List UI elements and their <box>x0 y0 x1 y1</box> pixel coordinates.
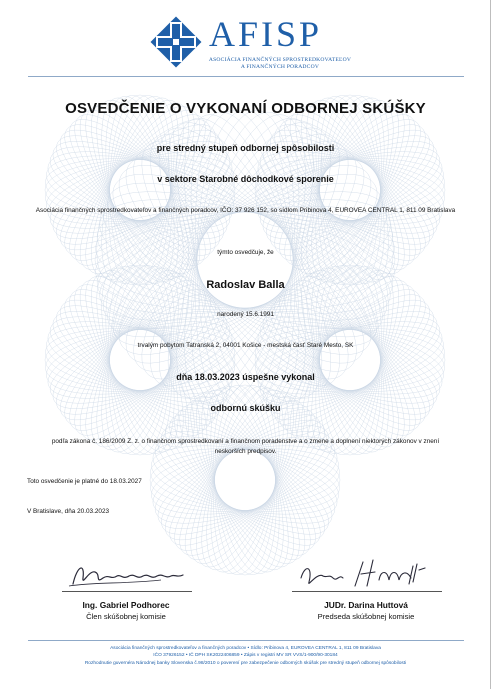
afisp-cross-emblem-icon <box>150 16 202 68</box>
certifies-line: týmto osvedčuje, že <box>217 249 274 256</box>
place-date-line: V Bratislave, dňa 20.03.2023 <box>27 508 110 515</box>
footer-nbs-decision: Rozhodnutie guvernéra Národnej banky Slovenska č.98/2010 o poverení pre zabezpečenie odborných skúšok pre stredný stupeň odbornej spôsobilosti <box>84 661 407 666</box>
signer-name-left: Ing. Gabriel Podhorec <box>82 600 170 610</box>
signature-line-left <box>62 591 192 592</box>
header <box>0 0 491 80</box>
sector-line: v sektore Starobné dôchodkové sporenie <box>157 174 334 184</box>
footer-address: Asociácia finančných sprostredkovateľov a finančných poradcov • Sídlo: Pribinova 4, EUROVEA CENTRAL 1, 811 09 Bratislava <box>110 646 381 651</box>
law-reference: podľa zákona č. 186/2009 Z. z. o finančnom sprostredkovaní a finančnom poradenstve a o zmene a doplnení niektorých zákonov v znení neskorších predpisov. <box>51 438 440 455</box>
association-details: Asociácia finančných sprostredkovateľov a finančných poradcov, IČO: 37 926 152, so sídlom Pribinova 4, EUROVEA CENTRAL 1, 811 09 Bratislava <box>35 207 456 214</box>
competence-level: pre stredný stupeň odbornej spôsobilosti <box>156 143 335 153</box>
signature-left <box>65 556 205 592</box>
exam-type: odbornú skúšku <box>210 403 281 413</box>
signer-role-right: Predseda skúšobnej komisie <box>317 612 415 621</box>
holder-name: Radoslav Balla <box>206 279 285 291</box>
certificate-title: OSVEDČENIE O VYKONANÍ ODBORNEJ SKÚŠKY <box>65 100 426 117</box>
signature-right <box>295 556 435 592</box>
footer-divider <box>28 640 464 641</box>
footer-registration: IČO 37926152 • IČ DPH SK2022406859 • Zápis v registri MV SR VVS/1-900/90-30184 <box>153 653 338 658</box>
logo-subline: A FINANČNÝCH PORADCOV <box>240 64 320 70</box>
signer-role-left: Člen skúšobnej komisie <box>86 612 166 621</box>
logo-subline: ASOCIÁCIA FINANČNÝCH SPROSTREDKOVATEĽOV <box>208 57 352 63</box>
birth-date: narodený 15.6.1991 <box>217 311 274 318</box>
signature-line-right <box>292 591 442 592</box>
header-divider <box>28 76 464 77</box>
validity-line: Toto osvedčenie je platné do 18.03.2027 <box>27 478 142 485</box>
exam-date-line: dňa 18.03.2023 úspešne vykonal <box>176 372 315 382</box>
signer-name-right: JUDr. Darina Huttová <box>324 600 408 610</box>
holder-address: trvalým pobytom Tatranská 2, 04001 Košice - mestská časť Staré Mesto, SK <box>137 342 354 349</box>
logo-text: AFISP <box>209 14 323 54</box>
